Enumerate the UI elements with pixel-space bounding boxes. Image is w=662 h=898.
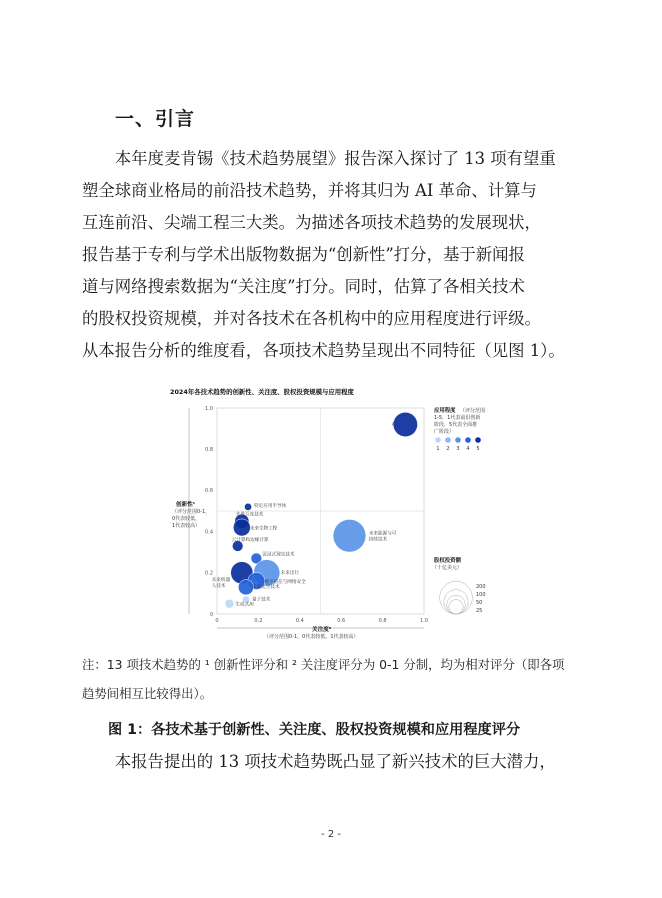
bubble-chart-figure — [162, 382, 502, 640]
data-label: 未来出行 — [280, 570, 300, 576]
y-axis-note: 0代表较低， — [172, 516, 201, 522]
section-heading: 一、引言 — [115, 108, 196, 130]
x-axis-label: 关注度² — [312, 627, 332, 633]
intro-paragraph — [82, 143, 582, 367]
text-line: 本报告提出的 13 项技术趋势既凸显了新兴技术的巨大潜力， — [82, 752, 556, 771]
y-tick-label: 0.8 — [205, 447, 213, 453]
text-line: 互连前沿、尖端工程三大类。为描述各项技术趋势的发展现状， — [82, 213, 541, 232]
text-line: 的股权投资规模，并对各技术在各机构中的应用程度进行评级。 — [82, 309, 541, 328]
legend-level-desc: 阶段，5代表全面推 — [434, 422, 478, 428]
note-line: 趋势间相互比较得出）。 — [82, 686, 213, 701]
y-axis-note: （评分范围0-1， — [172, 509, 211, 515]
chart-title: 2024年各技术趋势的创新性、关注度、股权投资规模与应用程度 — [170, 388, 354, 396]
legend-level-label: 4 — [466, 446, 470, 452]
y-tick-label: 0.6 — [205, 488, 213, 495]
legend-level-swatch — [465, 437, 471, 443]
data-label: 未来机器 — [211, 577, 231, 583]
x-tick-label: 0.4 — [295, 618, 304, 624]
legend-size-circle — [449, 600, 463, 614]
legend-size-label: 25 — [476, 608, 483, 614]
legend-level-swatch — [455, 437, 461, 443]
y-tick-label: 0.4 — [205, 529, 213, 536]
text-line: 本年度麦肯锡《技术趋势展望》报告深入探讨了 13 项有望重 — [82, 149, 556, 168]
data-point — [225, 599, 234, 608]
y-axis-label: 创新性¹ — [176, 502, 196, 508]
legend-level-desc: 广阶段） — [434, 429, 455, 435]
y-tick-label: 0.2 — [205, 570, 213, 577]
y-axis-note: 1代表较高） — [172, 523, 201, 529]
legend-level-swatch — [435, 437, 441, 443]
figure-caption: 图 1：各技术基于创新性、关注度、股权投资规模和应用程度评分 — [108, 722, 521, 738]
y-tick-label: 1.0 — [205, 405, 213, 412]
legend-size-label: 50 — [476, 600, 483, 606]
data-label: 生成式AI — [235, 602, 254, 608]
text-line: 从本报告分析的维度看，各项技术趋势呈现出不同特征（见图 1）。 — [82, 341, 565, 360]
page-number: - 2 - — [321, 829, 341, 840]
x-tick-label: 0.8 — [378, 618, 387, 624]
legend-level-swatch — [475, 437, 481, 443]
data-label: AI — [391, 422, 397, 428]
legend-size-title: 股权投资额 — [434, 558, 461, 564]
data-label: 未来太空技术 — [251, 585, 280, 591]
data-label: 人技术 — [211, 583, 226, 589]
x-tick-label: 0.6 — [337, 618, 346, 624]
legend-level-label: 5 — [476, 446, 480, 452]
legend-level-label: 3 — [456, 446, 460, 452]
data-label: 持续技术 — [368, 537, 388, 543]
legend-level-note: （评分范围 — [460, 408, 486, 414]
data-label: 特定应用半导体 — [254, 503, 287, 509]
data-label: 沉浸式现实技术 — [262, 552, 295, 558]
legend-level-title: 应用程度 — [434, 408, 456, 414]
y-tick-label: 0 — [209, 611, 213, 618]
legend-size-label: 100 — [476, 592, 486, 598]
note-line: 注：13 项技术趋势的 ¹ 创新性评分和 ² 关注度评分为 0-1 分制，均为相对评分（即各项 — [82, 657, 565, 672]
legend-size-unit: （十亿美元） — [432, 565, 463, 571]
x-tick-label: 1.0 — [420, 618, 428, 624]
data-point — [244, 503, 251, 510]
closing-paragraph — [82, 746, 582, 778]
x-tick-label: 0.2 — [254, 618, 263, 624]
figure-note — [82, 650, 582, 708]
legend-level-desc: 1-5，1代表前沿创新 — [434, 415, 481, 421]
legend-size-circle — [447, 595, 466, 614]
data-label: 未来能源与可 — [368, 531, 397, 537]
legend-size-label: 200 — [476, 584, 486, 590]
data-point — [393, 412, 417, 436]
data-label: 量子技术 — [251, 597, 271, 603]
legend-level-label: 1 — [436, 446, 440, 452]
text-line: 报告基于专利与学术出版物数据为“创新性”打分，基于新闻报 — [82, 245, 525, 264]
legend-level-swatch — [445, 437, 451, 443]
bubble-chart — [162, 382, 502, 640]
data-label: 云计算和边缘计算 — [231, 538, 269, 544]
text-line: 道与网络搜索数据为“关注度”打分。同时，估算了各相关技术 — [82, 277, 525, 296]
x-tick-label: 0 — [215, 618, 219, 624]
data-label: 未来生物工程 — [249, 526, 278, 532]
data-point — [233, 519, 250, 536]
data-label: 先进互连技术 — [235, 512, 264, 518]
x-axis-note: （评分范围0-1，0代表较低，1代表较高） — [264, 634, 359, 640]
text-line: 塑全球商业格局的前沿技术趋势，并将其归为 AI 革命、计算与 — [82, 181, 537, 200]
legend-level-label: 2 — [446, 446, 450, 452]
data-point — [333, 519, 366, 552]
data-label: 数字信任与网络安全 — [264, 580, 306, 586]
